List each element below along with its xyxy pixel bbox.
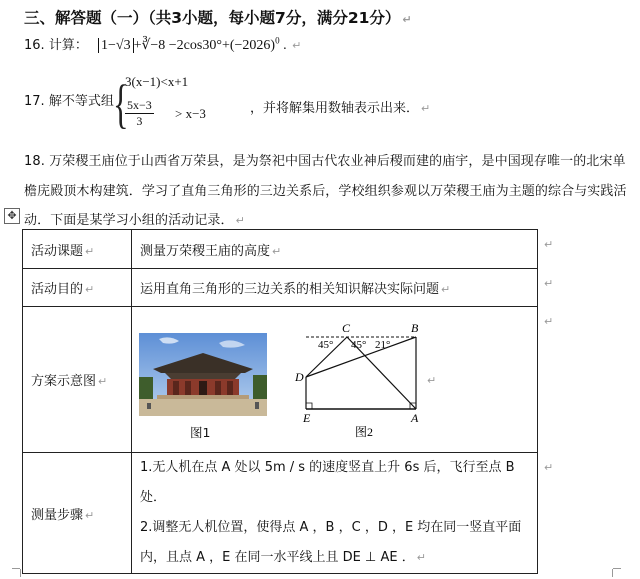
inequality-2: > x−3	[175, 106, 206, 121]
figure-1-caption: 图1	[190, 425, 211, 440]
table-cell[interactable]: 测量万荣稷王庙的高度 ↵	[132, 230, 538, 269]
table-row	[23, 269, 538, 307]
brace: {	[113, 74, 129, 134]
temple-photo	[139, 333, 267, 416]
activity-record-table	[22, 229, 538, 574]
label-d: D	[295, 370, 304, 384]
row-end-mark: ↵	[544, 461, 554, 474]
table-cell[interactable]: 活动目的 ↵	[23, 269, 132, 307]
angle-label-2: 45°	[351, 339, 367, 351]
table-cell[interactable]: 方案示意图 ↵	[23, 307, 132, 453]
return-mark: ↵	[402, 13, 412, 26]
page-corner-mark	[613, 568, 621, 569]
inequality-system	[113, 68, 223, 140]
return-mark: ↵	[427, 374, 437, 387]
page-corner-mark	[12, 568, 20, 569]
q16-abs-term: 1−√3	[98, 38, 134, 53]
q17-tail: ，并将解集用数轴表示出来． ↵	[250, 101, 431, 116]
fraction-denominator: 3	[136, 114, 143, 128]
return-mark: ↵	[421, 102, 431, 115]
q16-lead: 计算：	[48, 38, 88, 53]
page-corner-mark	[612, 569, 623, 577]
figure-2	[290, 318, 440, 443]
geometry-diagram	[290, 318, 440, 443]
row-end-mark: ↵	[544, 277, 554, 290]
q16-rest: +∛−8 −2cos30°+(−2026)	[133, 38, 276, 53]
temple-illustration	[139, 333, 267, 416]
question-16	[24, 34, 301, 54]
step-1: 1.无人机在点 A 处以 5m / s 的速度竖直上升 6s 后，飞行至点 B 处．	[140, 460, 515, 505]
figure-2-caption: 图2	[355, 425, 374, 439]
q16-exponent: 0	[275, 35, 280, 46]
q16-expression	[98, 35, 290, 53]
label-b: B	[411, 321, 419, 335]
page-corner-mark	[20, 569, 31, 577]
step-2-line-1: 2.调整无人机位置，使得点 A ，B ，C ，D ，E 均在同一竖直平面	[140, 520, 522, 535]
q16-end: .	[283, 38, 287, 53]
label-c: C	[342, 321, 351, 335]
q16-number: 16.	[24, 38, 45, 53]
angle-label-3: 21°	[375, 339, 391, 351]
table-row	[23, 230, 538, 269]
row-end-mark: ↵	[544, 238, 554, 251]
q17-number: 17.	[24, 94, 45, 109]
table-row	[23, 307, 538, 453]
table-cell[interactable]: 测量步骤 ↵	[23, 453, 132, 574]
fraction-numerator: 5x−3	[127, 98, 152, 112]
row-end-mark: ↵	[544, 315, 554, 328]
return-mark: ↵	[292, 39, 302, 52]
q18-line-2: 檐庑殿顶木构建筑．学习了直角三角形的三边关系后，学校组织参观以万荣稷王庙为主题的综合与实践活	[24, 184, 627, 199]
return-mark: ↵	[235, 214, 245, 227]
q17-lead: 解不等式组	[48, 94, 114, 109]
inequality-1: 3(x−1)<x+1	[125, 74, 189, 89]
table-cell[interactable]: 运用直角三角形的三边关系的相关知识解决实际问题 ↵	[132, 269, 538, 307]
question-17	[24, 90, 114, 109]
fraction	[125, 98, 154, 129]
q18-line-3: 动．下面是某学习小组的活动记录． ↵	[24, 213, 245, 228]
label-a: A	[411, 411, 419, 425]
table-cell[interactable]	[132, 453, 538, 574]
step-2-line-2: 内，且点 A ，E 在同一水平线上且 DE ⊥ AE ． ↵	[140, 550, 426, 565]
table-move-handle-icon[interactable]: ✥	[4, 208, 20, 224]
section-title: 三、解答题（一）（共3小题，每小题7分，满分21分） ↵	[24, 9, 412, 27]
q18-line-1: 18. 万荣稷王庙位于山西省万荣县，是为祭祀中国古代农业神后稷而建的庙宇，是中国现存唯一的北宋单	[24, 154, 626, 169]
table-cell[interactable]: 活动课题 ↵	[23, 230, 132, 269]
angle-label-1: 45°	[318, 339, 334, 351]
label-e: E	[303, 411, 311, 425]
table-row	[23, 453, 538, 574]
